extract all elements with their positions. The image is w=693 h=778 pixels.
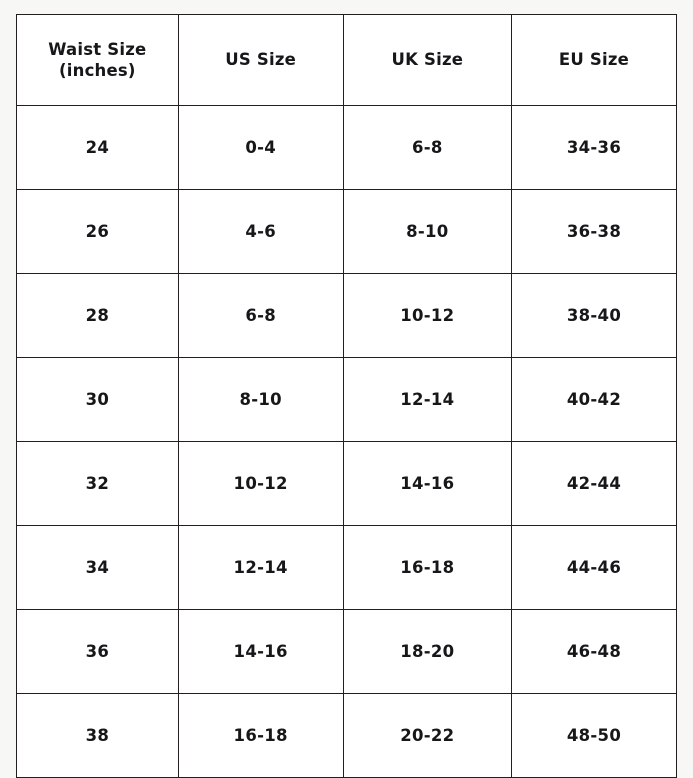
cell-uk-size: 10-12: [343, 274, 511, 358]
table-row: [17, 274, 677, 358]
cell-eu-size: 38-40: [511, 274, 676, 358]
column-header-uk-size: [343, 15, 511, 106]
cell-us-size: 6-8: [178, 274, 343, 358]
column-header-uk-size-line1: UK Size: [391, 50, 464, 70]
cell-uk-size: 20-22: [343, 694, 511, 778]
table-body: [17, 106, 677, 778]
cell-waist-size: 34: [17, 526, 179, 610]
column-header-waist-size-line1: Waist Size: [48, 39, 147, 59]
cell-eu-size: 42-44: [511, 442, 676, 526]
cell-eu-size: 34-36: [511, 106, 676, 190]
column-header-us-size: [178, 15, 343, 106]
cell-uk-size: 18-20: [343, 610, 511, 694]
cell-uk-size: 16-18: [343, 526, 511, 610]
table-row: [17, 694, 677, 778]
cell-us-size: 12-14: [178, 526, 343, 610]
column-header-us-size-line1: US Size: [225, 50, 297, 70]
cell-waist-size: 28: [17, 274, 179, 358]
cell-us-size: 14-16: [178, 610, 343, 694]
cell-waist-size: 36: [17, 610, 179, 694]
cell-us-size: 4-6: [178, 190, 343, 274]
cell-waist-size: 26: [17, 190, 179, 274]
column-header-eu-size: [511, 15, 676, 106]
size-chart-table: [16, 14, 677, 778]
cell-us-size: 8-10: [178, 358, 343, 442]
table-row: [17, 442, 677, 526]
cell-eu-size: 48-50: [511, 694, 676, 778]
table-row: [17, 190, 677, 274]
table-row: [17, 526, 677, 610]
cell-eu-size: 40-42: [511, 358, 676, 442]
cell-waist-size: 30: [17, 358, 179, 442]
cell-waist-size: 38: [17, 694, 179, 778]
cell-eu-size: 36-38: [511, 190, 676, 274]
column-header-waist-size-line2: (inches): [59, 61, 136, 80]
cell-uk-size: 12-14: [343, 358, 511, 442]
cell-us-size: 10-12: [178, 442, 343, 526]
column-header-eu-size-line1: EU Size: [558, 50, 630, 70]
cell-uk-size: 6-8: [343, 106, 511, 190]
cell-uk-size: 14-16: [343, 442, 511, 526]
table-row: [17, 106, 677, 190]
table-row: [17, 358, 677, 442]
cell-eu-size: 46-48: [511, 610, 676, 694]
table-header-row: [17, 15, 677, 106]
column-header-waist-size: [17, 15, 179, 106]
cell-eu-size: 44-46: [511, 526, 676, 610]
cell-us-size: 16-18: [178, 694, 343, 778]
cell-waist-size: 32: [17, 442, 179, 526]
cell-us-size: 0-4: [178, 106, 343, 190]
cell-uk-size: 8-10: [343, 190, 511, 274]
cell-waist-size: 24: [17, 106, 179, 190]
table-header: [17, 15, 677, 106]
table-row: [17, 610, 677, 694]
